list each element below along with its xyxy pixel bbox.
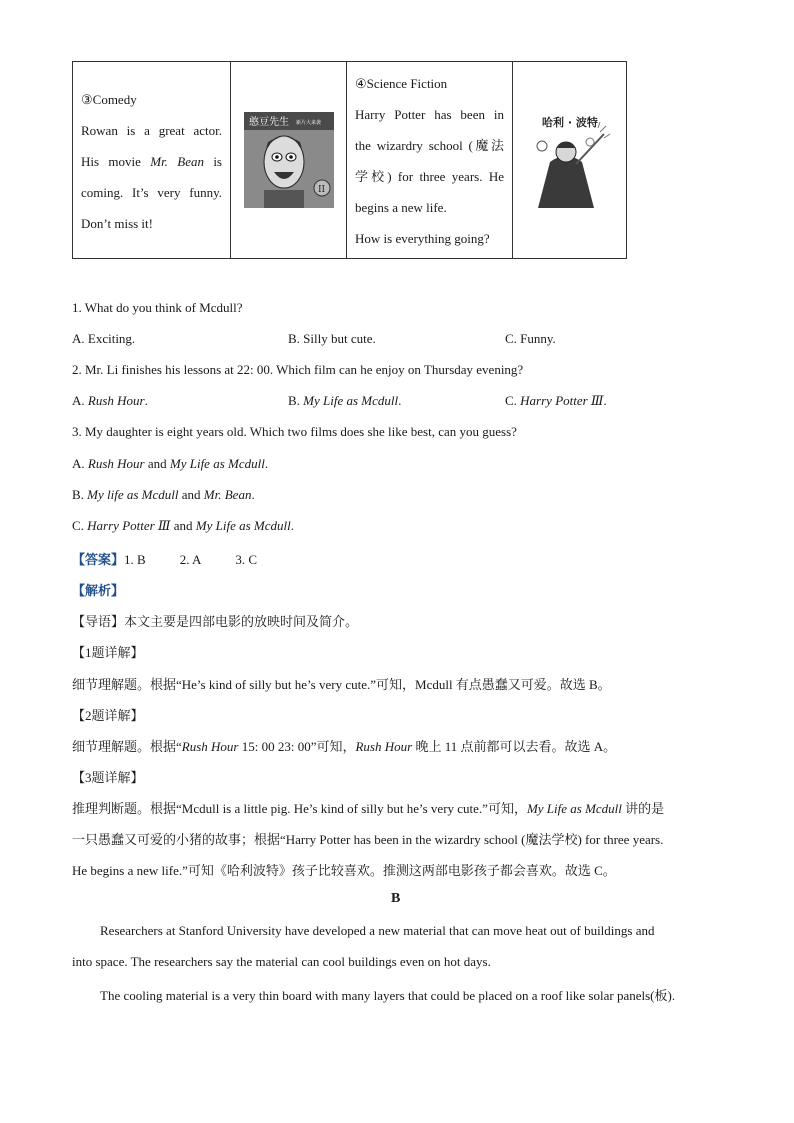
answer-line: 【答案】1. B 2. A 3. C — [72, 552, 258, 567]
section-b-paragraph-1-line-2: into space. The researchers say the material can cool buildings even on hot days. — [72, 954, 491, 969]
svg-text:新片大来袭: 新片大来袭 — [295, 120, 321, 126]
scifi-line: Harry Potter has been in — [355, 107, 504, 122]
harry-potter-poster-cell — [513, 62, 627, 259]
mr-bean-poster — [244, 112, 334, 208]
question-3-option-c: C. Harry Potter Ⅲ and My Life as Mcdull. — [72, 518, 294, 533]
question-2-option-a: A. Rush Hour. — [72, 393, 148, 408]
comedy-line: His movie Mr. Bean is — [81, 153, 222, 169]
question-3-stem: 3. My daughter is eight years old. Which two films does she like best, can you guess? — [72, 424, 517, 439]
question-1-option-a: A. Exciting. — [72, 331, 136, 346]
scifi-line: 学校) for three years. He — [355, 169, 504, 184]
film-table — [72, 61, 627, 259]
comedy-line: Rowan is a great actor. — [81, 122, 222, 138]
detail-2-title: 【2题详解】 — [72, 708, 144, 723]
poster-title-text: 哈利 · 波特 — [541, 116, 598, 129]
detail-2-text: 细节理解题。根据“Rush Hour 15: 00 23: 00”可知，Rush Hour 晚上 11 点前都可以去看。故选 A。 — [72, 739, 617, 754]
detail-1-text: 细节理解题。根据“He’s kind of silly but he’s very cute.”可知，Mcdull 有点愚蠢又可爱。故选 B。 — [72, 677, 611, 692]
question-2-option-b: B. My Life as Mcdull. — [288, 393, 402, 408]
mr-bean-poster-cell — [231, 62, 347, 259]
svg-text:II: II — [317, 185, 325, 195]
analysis-label: 【解析】 — [72, 583, 125, 598]
section-b-paragraph-1-line-1: Researchers at Stanford University have developed a new material that can move heat out of buildings and — [100, 923, 655, 938]
question-1-stem: 1. What do you think of Mcdull? — [72, 300, 243, 315]
detail-3-line-2: 一只愚蠢又可爱的小猪的故事；根据“Harry Potter has been in the wizardry school (魔法学校) for three years. — [72, 832, 664, 847]
question-3-option-b: B. My life as Mcdull and Mr. Bean. — [72, 487, 255, 502]
poster-title-text: 憨豆先生 — [248, 117, 289, 128]
harry-potter-poster — [528, 112, 612, 208]
section-b-heading: B — [391, 891, 401, 906]
detail-1-title: 【1题详解】 — [72, 645, 144, 660]
detail-3-line-3: He begins a new life.”可知《哈利波特》孩子比较喜欢。推测这两部电影孩子都会喜欢。故选 C。 — [72, 863, 616, 878]
scifi-line: begins a new life. — [355, 200, 447, 215]
detail-3-line-1: 推理判断题。根据“Mcdull is a little pig. He’s kind of silly but he’s very cute.”可知，My Life as Mcdull 讲的是 — [72, 801, 665, 816]
section-b-paragraph-2-line-1: The cooling material is a very thin board with many layers that could be placed on a roof like solar panels(板). — [100, 988, 676, 1003]
question-1-option-b: B. Silly but cute. — [288, 331, 376, 346]
detail-3-title: 【3题详解】 — [72, 770, 144, 785]
question-2-stem: 2. Mr. Li finishes his lessons at 22: 00. Which film can he enjoy on Thursday evening? — [72, 362, 524, 377]
scifi-cell — [347, 62, 513, 259]
question-2-option-c: C. Harry Potter Ⅲ. — [505, 393, 607, 408]
comedy-line: coming. It’s very funny. — [81, 184, 222, 200]
comedy-heading: ③Comedy — [81, 91, 137, 107]
comedy-cell — [73, 62, 231, 259]
question-1-option-c: C. Funny. — [505, 331, 556, 346]
scifi-heading: ④Science Fiction — [355, 76, 448, 91]
scifi-line: the wizardry school (魔法 — [355, 138, 504, 153]
analysis-guide: 【导语】本文主要是四部电影的放映时间及简介。 — [72, 614, 359, 629]
comedy-line: Don’t miss it! — [81, 215, 153, 231]
answer-label: 【答案】 — [72, 552, 125, 567]
question-3-option-a: A. Rush Hour and My Life as Mcdull. — [72, 456, 269, 471]
scifi-line: How is everything going? — [355, 231, 490, 246]
